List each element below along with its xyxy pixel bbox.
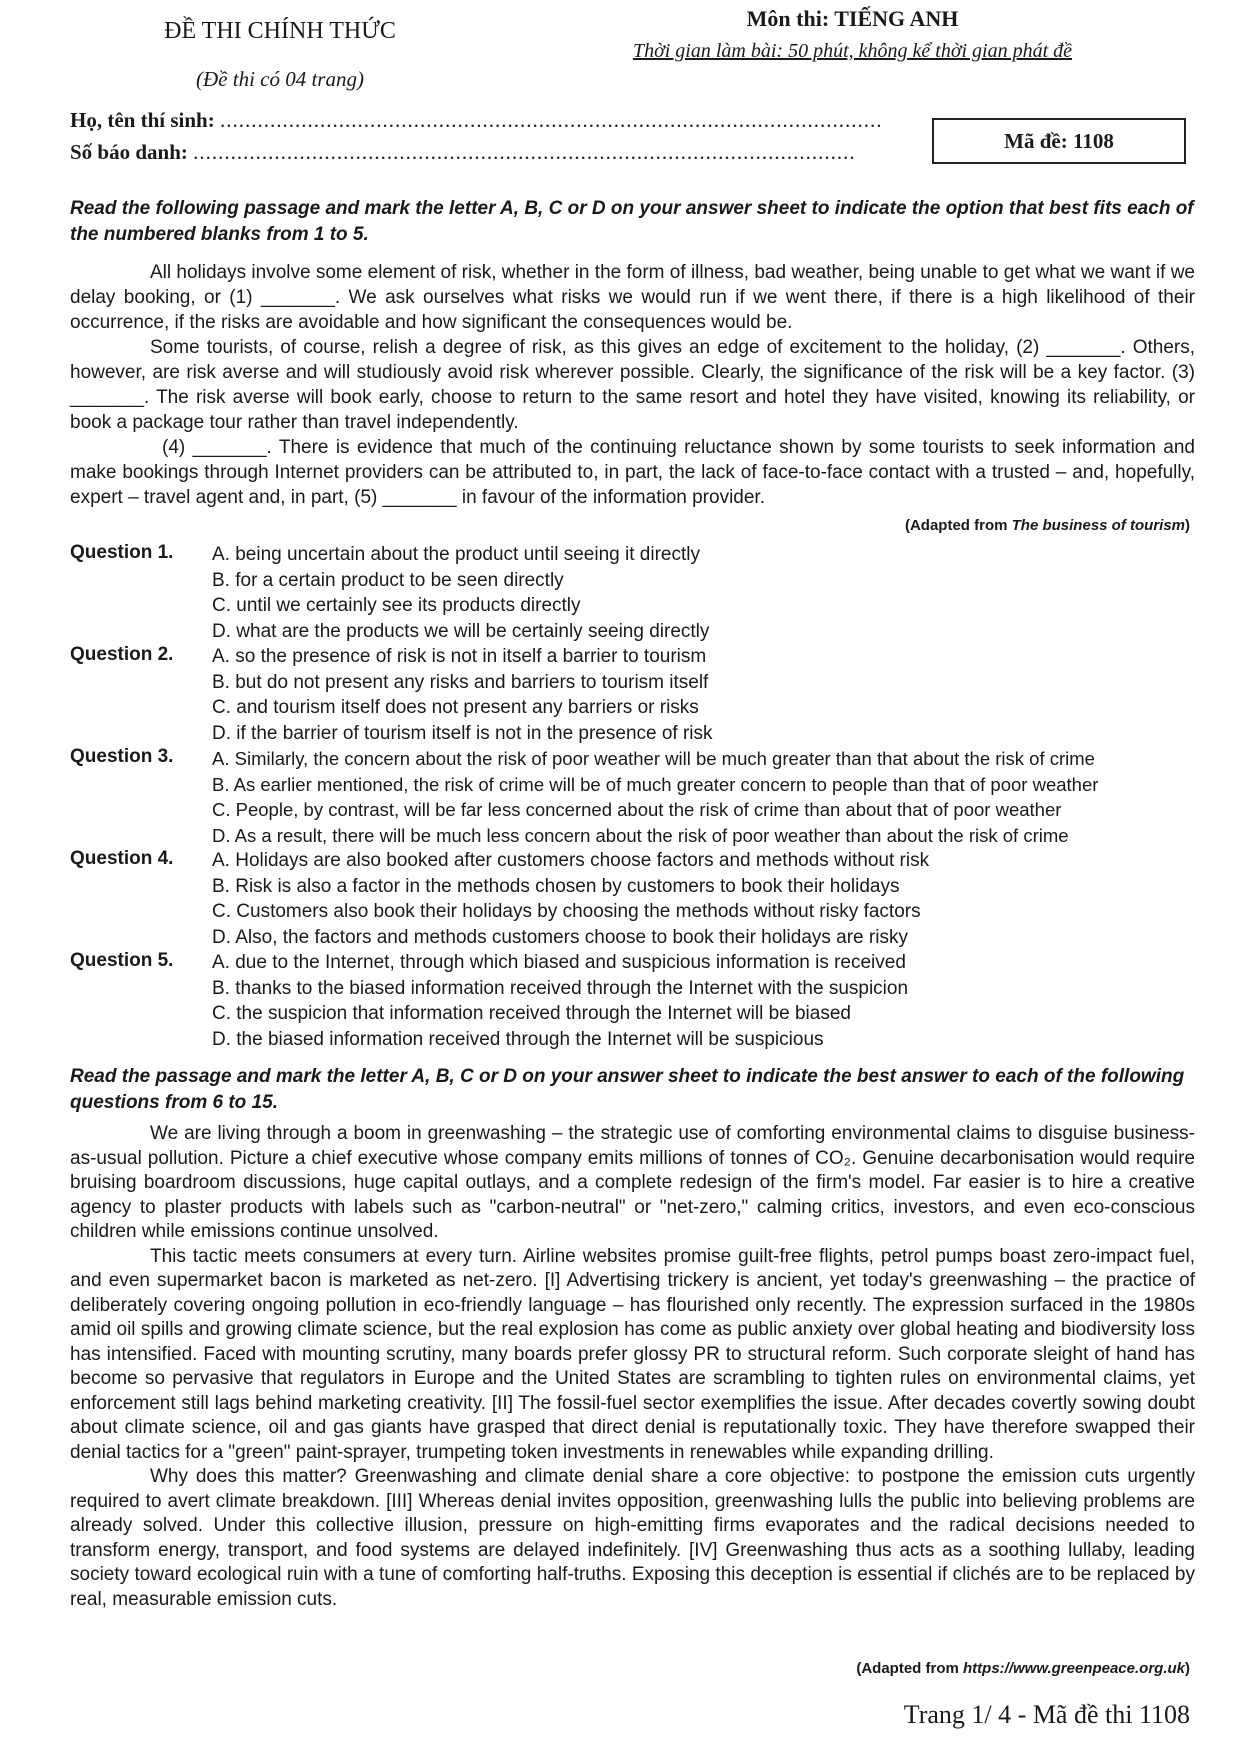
candidate-number-field [70, 140, 856, 165]
part2-instruction: Read the passage and mark the letter A, B, C or D on your answer sheet to indicate the best answer to each of the following questions from 6 to 15. [70, 1066, 1185, 1113]
option-b[interactable]: B. for a certain product to be seen directly [212, 569, 564, 591]
option-c[interactable]: C. and tourism itself does not present any barriers or risks [212, 697, 699, 718]
part1-paragraph: (4) _______. There is evidence that much of the continuing reluctance shown by some tourists to seek information and make bookings through Internet providers can be attributed to, in part, the lack of face-to-face contact with a trusted – and, hopefully, expert – travel agent and, in part, (5) _______ in favour of the information provider. [70, 437, 1195, 508]
part1-source [905, 517, 1190, 534]
official-label: ĐỀ THI CHÍNH THỨC [164, 18, 396, 44]
question-label: Question 4. [70, 848, 174, 869]
source-prefix: (Adapted from [904, 517, 1012, 534]
part1-paragraph: All holidays involve some element of risk, whether in the form of illness, bad weather, being unable to get what we want if we delay booking, or (1) _______. We ask ourselves what risks we would run if we went there, if there is a high likelihood of their occurrence, if the risks are avoidable and how significant the consequences would be. [70, 262, 1195, 333]
option-d[interactable]: D. what are the products we will be certainly seeing directly [212, 620, 710, 642]
question-4 [70, 848, 1195, 950]
source-suffix: ) [1185, 517, 1190, 534]
source-suffix: ) [1185, 1660, 1190, 1677]
option-c[interactable]: C. until we certainly see its products directly [212, 595, 581, 616]
option-b[interactable]: B. thanks to the biased information received through the Internet with the suspicion [212, 977, 909, 999]
subject-title: Môn thi: TIẾNG ANH [746, 6, 959, 31]
source-prefix: (Adapted from [856, 1660, 964, 1677]
time-note: Thời gian làm bài: 50 phút, không kể thời gian phát đề [632, 40, 1073, 62]
exam-code-box: Mã đề: 1108 [932, 118, 1186, 164]
sbd-label: Số báo danh: [70, 140, 188, 164]
candidate-name-field [70, 108, 883, 133]
header-left [150, 18, 410, 92]
part2-paragraph: This tactic meets consumers at every turn. Airline websites promise guilt-free flights, petrol pumps boast zero-impact fuel, and even supermarket bacon is marketed as net-zero. [I] Advertising trickery is ancient, yet today's greenwashing – the practice of deliberately covering ongoing pollution in eco-friendly language – has flourished only recently. The expression surfaced in the 1980s amid oil spills and growing climate science, but the real explosion has come as public anxiety over global heating and biodiversity loss has intensified. Faced with mounting scrutiny, many boards prefer glossy PR to structural reform. Such corporate sleight of hand has become so pervasive that regulators in Europe and the United States are scrambling to tighten rules on environmental claims, yet enforcement still lags behind marketing creativity. [II] The fossil-fuel sector exemplifies the issue. After decades covertly sowing doubt about climate science, oil and gas giants have grasped that direct denial is reputationally toxic. They have therefore swapped their denial tactics for a "green" paint-sprayer, trumpeting token investments in renewables while expanding drilling. [70, 1245, 1195, 1463]
pages-note: (Đề thi có 04 trang) [196, 67, 364, 91]
name-dots: .......................................................................................................... [219, 108, 883, 132]
option-d[interactable]: D. if the barrier of tourism itself is not in the presence of risk [212, 722, 713, 744]
option-d[interactable]: D. the biased information received through the Internet will be suspicious [212, 1028, 824, 1050]
question-label: Question 2. [70, 644, 174, 665]
question-2 [70, 644, 1195, 746]
source-title: https://www.greenpeace.org.uk [963, 1660, 1185, 1677]
part1-passage [70, 260, 1195, 510]
question-5 [70, 950, 1195, 1052]
part1-instruction: Read the following passage and mark the letter A, B, C or D on your answer sheet to indicate the option that best fits each of the numbered blanks from 1 to 5. [70, 198, 1194, 245]
part2-source [856, 1660, 1190, 1677]
option-a[interactable]: A. so the presence of risk is not in itself a barrier to tourism [212, 646, 707, 667]
option-a[interactable]: A. being uncertain about the product until seeing it directly [212, 544, 700, 565]
option-b[interactable]: B. Risk is also a factor in the methods chosen by customers to book their holidays [212, 875, 900, 897]
option-d[interactable]: D. As a result, there will be much less concern about the risk of poor weather than about the risk of crime [212, 824, 1069, 846]
question-label: Question 5. [70, 950, 174, 971]
header-right [590, 6, 1115, 63]
option-c[interactable]: C. Customers also book their holidays by choosing the methods without risky factors [212, 901, 921, 922]
source-title: The business of tourism [1011, 517, 1185, 534]
option-b[interactable]: B. As earlier mentioned, the risk of crime will be of much greater concern to people than that of poor weather [212, 773, 1099, 795]
option-a[interactable]: A. Similarly, the concern about the risk of poor weather will be much greater than that about the risk of crime [212, 748, 1095, 769]
option-c[interactable]: C. People, by contrast, will be far less concerned about the risk of crime than about that of poor weather [212, 799, 1062, 820]
part2-paragraph: We are living through a boom in greenwashing – the strategic use of comforting environmental claims to disguise business-as-usual pollution. Picture a chief executive whose company emits millions of tonnes of CO₂. Genuine decarbonisation would require bruising boardroom discussions, huge capital outlays, and a complete redesign of the firm's model. Far easier is to hire a creative agency to plaster products with labels such as "carbon-neutral" or "net-zero," calming critics, investors, and even eco-conscious children while emissions continue unsolved. [70, 1123, 1195, 1242]
part2-passage [70, 1122, 1195, 1612]
option-a[interactable]: A. due to the Internet, through which biased and suspicious information is received [212, 952, 906, 973]
part1-paragraph: Some tourists, of course, relish a degree of risk, as this gives an edge of excitement to the holiday, (2) _______. Others, however, are risk averse and will studiously avoid risk wherever possible. Clearly, the significance of the risk will be a key factor. (3) _______. The risk averse will book early, choose to return to the same resort and hotel they have visited, knowing its reliability, or book a package tour rather than travel independently. [70, 337, 1195, 433]
question-list [70, 542, 1195, 1052]
option-c[interactable]: C. the suspicion that information received through the Internet will be biased [212, 1003, 851, 1024]
option-b[interactable]: B. but do not present any risks and barriers to tourism itself [212, 671, 709, 693]
page-footer: Trang 1/ 4 - Mã đề thi 1108 [903, 1700, 1190, 1729]
option-a[interactable]: A. Holidays are also booked after customers choose factors and methods without risk [212, 850, 930, 871]
name-label: Họ, tên thí sinh: [70, 108, 215, 132]
option-d[interactable]: D. Also, the factors and methods customers choose to book their holidays are risky [212, 926, 908, 948]
question-label: Question 3. [70, 746, 174, 767]
sbd-dots: .......................................................................................................... [193, 140, 856, 164]
question-3 [70, 746, 1195, 848]
question-1 [70, 542, 1195, 644]
part2-paragraph: Why does this matter? Greenwashing and climate denial share a core objective: to postpone the emission cuts urgently required to avert climate breakdown. [III] Whereas denial invites opposition, greenwashing lulls the public into believing problems are already solved. Under this collective illusion, pressure on high-emitting firms evaporates and the radical decisions needed to transform energy, transport, and food systems are delayed indefinitely. [IV] Greenwashing thus acts as a soothing lullaby, leading society toward ecological ruin with a tune of comforting half-truths. Exposing this deception is essential if clichés are to be replaced by real, measurable emission cuts. [70, 1466, 1195, 1610]
question-label: Question 1. [70, 542, 174, 563]
